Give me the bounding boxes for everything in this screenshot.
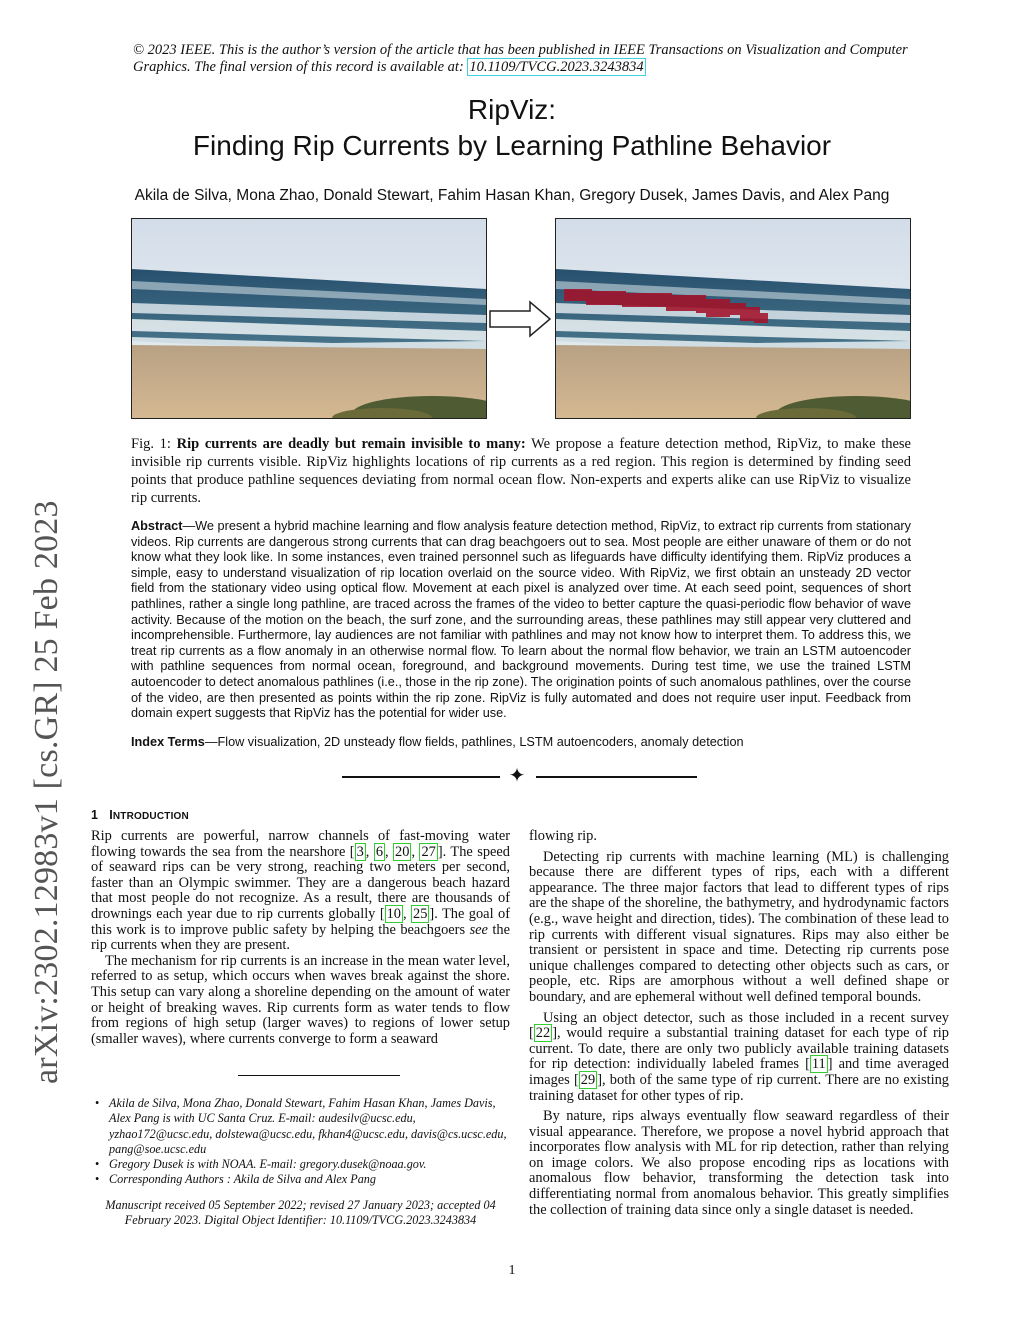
title-line-2: Finding Rip Currents by Learning Pathline Behavior: [192, 130, 832, 161]
arrow-icon: [488, 300, 552, 343]
footnote-corresponding: • Corresponding Authors : Akila de Silva and Alex Pang: [109, 1172, 510, 1187]
citation-link[interactable]: 22: [535, 1025, 551, 1042]
divider-right: [536, 776, 697, 778]
figure-label: Fig. 1:: [131, 436, 171, 452]
citation-link[interactable]: 6: [375, 843, 384, 860]
footnote-affiliation-ucsc: • Akila de Silva, Mona Zhao, Donald Stewart, Fahim Hasan Khan, James Davis, Alex Pang is with UC Santa Cruz. E-mail: audesilv@ucsc.edu, yzhao172@ucsc.edu, dolstewa@ucsc.edu, fkhan4@ucsc.edu, davis@cs.ucsc.edu, pang@soe.ucsc.edu: [109, 1096, 510, 1157]
section-title-first: I: [109, 808, 113, 822]
figure-ripviz-beach-image: [555, 218, 911, 419]
manuscript-info: Manuscript received 05 September 2022; revised 27 January 2023; accepted 04 February 2023. Digital Object Identifier: 10.1109/TVCG.2023.3243834: [105, 1198, 496, 1228]
text-run: ], would require a substantial training dataset for each type of rip current. To date, there are only two publicly available training datasets for rip detection: individually labeled frames [: [529, 1025, 949, 1073]
intro-paragraph-1: Rip currents are powerful, narrow channels of fast-moving water flowing towards the sea from the nearshore [ 3 , 6 , 20 , 27 ]. The speed of seaward rips can be very strong, reaching two meters per second, faster than an Olympic swimmer. They are a dangerous beach hazard that most people do not recognize. As a result, there are thousands of drownings each year due to rip currents globally [ 10 , 25 ]. The goal of this work is to improve public safety by helping the beachgoers see the rip currents when they are present.: [91, 828, 510, 954]
footnote-affiliation-noaa: • Gregory Dusek is with NOAA. E-mail: gregory.dusek@noaa.gov.: [109, 1157, 510, 1172]
figure-caption-text: We propose a feature detection method, RipViz, to make these invisible rip currents visible. RipViz highlights locations of rip currents as a red region. This region is determined by finding seed points that produce pathline sequences deviating from normal ocean flow. Non-experts and experts alike can use RipViz to visualize rip currents.: [131, 436, 911, 506]
page-number: 1: [508, 1263, 516, 1278]
text-run: the rip currents when they are present.: [91, 921, 510, 954]
citation-link[interactable]: 20: [395, 843, 410, 860]
footnote-rule: [238, 1075, 400, 1076]
paper-title: [0, 92, 1024, 164]
left-column: [91, 829, 510, 1047]
intro-paragraph-4: [529, 1011, 949, 1105]
intro-paragraph-2-continued: flowing rip.: [529, 828, 597, 844]
index-terms-label: Index Terms: [131, 735, 205, 749]
abstract-label: Abstract: [131, 519, 183, 533]
citation-link[interactable]: 10: [386, 905, 401, 922]
copyright-text: © 2023 IEEE. This is the author’s version of the article that has been published in IEEE Transactions on Visualization and Computer Graphics. The final version of this record is available at:: [133, 42, 908, 75]
text-run: ]. The goal of this work is to improve public safety by helping the beachgoers: [91, 905, 510, 938]
citation-link[interactable]: 27: [421, 843, 436, 860]
doi-link[interactable]: 10.1109/TVCG.2023.3243834: [469, 59, 644, 75]
abstract-text: —We present a hybrid machine learning and flow analysis feature detection method, RipViz, to extract rip currents from stationary videos. Rip currents are dangerous strong currents that can drag beachgoers out to sea. Most people are either unaware of them or do not know what they look like. In some instances, even trained personnel such as lifeguards have difficulty identifying them. RipViz produces a simple, easy to understand visualization of rip location overlaid on the source video. With RipViz, we first obtain an unsteady 2D vector field from the stationary video using optical flow. Movement at each pixel is analyzed over time. At each seed point, sequences of short pathlines, rather a single long pathline, are traced across the frames of the video to better capture the quasi-periodic flow behavior of wave activity. Because of the motion on the beach, the surf zone, and the surrounding areas, these pathlines may still appear very cluttered and incomprehensible. Furthermore, lay audiences are not familiar with pathlines and may not know how to interpret them. To address this, we treat rip currents as a flow anomaly in an otherwise normal flow. To learn about the normal flow behavior, we train an LSTM autoencoder with pathline sequences from normal ocean, foreground, and background movements. During test time, we use the trained LSTM autoencoder to detect anomalous pathlines (i.e., those in the rip zone). The origination points of such anomalous pathlines, over the course of the video, are then presented as points within the rip zone. RipViz is fully automated and does not require user input. Feedback from domain expert suggests that RipViz has the potential for wider use.: [131, 519, 911, 721]
arxiv-stamp: arXiv:2302.12983v1 [cs.GR] 25 Feb 2023: [28, 500, 65, 1084]
intro-paragraph-2: The mechanism for rip currents is an increase in the mean water level, referred to as setup, which occurs when waves break against the shore. This setup can vary along a shoreline depending on the amount of water or height of breaking waves. Rip currents form as water tends to flow from regions of high setup (larger waves) to regions of lower setup (smaller waves), where currents converge to form a seaward: [91, 952, 510, 1047]
citation-link[interactable]: 29: [580, 1071, 596, 1088]
text-run: Rip currents are powerful, narrow channels of fast-moving water flowing towards the sea from the nearshore [: [91, 828, 510, 860]
text-run: ], both of the same type of rip current. There are no existing training dataset for other types of rip.: [529, 1071, 949, 1104]
citation-link[interactable]: 3: [356, 843, 364, 860]
text-run: ] and time averaged images [: [529, 1056, 949, 1088]
divider-star-icon: ✦: [508, 765, 526, 787]
intro-paragraph-3: Detecting rip currents with machine learning (ML) is challenging because there are different types of rips, each with a different appearance. The three major factors that lead to different types of rips are the shape of the shoreline, the bathymetry, and hydrodynamic factors (e.g., wave height and direction, tides). The combination of these lead to rip currents with different visual signatures. Rips may also either be transient or persistent in space and time. Detecting rip currents pose unique challenges compared to detecting other objects such as cars, or people, etc. Rips are amorphous without a well defined shape or boundary, and are ephemeral without well defined temporal bounds.: [529, 848, 949, 1005]
text-run: ]. The speed of seaward rips can be very strong, reaching two meters per second, faster than an Olympic swimmer. They are a dangerous beach hazard that most people do not recognize. As a result, there are thousands of drownings each year due to rip currents globally [: [91, 843, 510, 922]
figure-caption-bold: Rip currents are deadly but remain invisible to many:: [176, 436, 526, 452]
emphasis: see: [469, 921, 488, 938]
footnotes: [91, 1096, 510, 1188]
citation-link[interactable]: 25: [413, 905, 428, 922]
index-terms-text: —Flow visualization, 2D unsteady flow fields, pathlines, LSTM autoencoders, anomaly detection: [204, 735, 744, 749]
title-line-1: RipViz:: [467, 94, 557, 125]
divider-left: [342, 776, 500, 778]
abstract: [131, 519, 911, 722]
figure-original-beach-image: [131, 218, 487, 419]
citation-link[interactable]: 11: [811, 1056, 826, 1073]
copyright-notice: [133, 42, 913, 76]
author-list: Akila de Silva, Mona Zhao, Donald Stewart, Fahim Hasan Khan, Gregory Dusek, James Davis, and Alex Pang: [134, 187, 890, 204]
section-title-rest: NTRODUCTION: [112, 811, 189, 822]
section-heading: [91, 808, 189, 822]
index-terms: [131, 734, 911, 750]
section-number: 1: [91, 808, 99, 822]
text-run: Using an object detector, such as those included in a recent survey [: [529, 1009, 949, 1042]
right-column: [529, 829, 949, 1218]
intro-paragraph-5: By nature, rips always eventually flow seaward regardless of their visual appearance. Therefore, we propose a novel hybrid approach that incorporates flow analysis with ML for rip detection, rather than relying on image colors. We also propose encoding rips as locations with anomalous flow behavior, transforming the detection task into differentiating normal from anomalous behavior. This greatly simplifies the collection of training data since only a single dataset is needed.: [529, 1108, 949, 1218]
figure-caption: [131, 435, 911, 507]
